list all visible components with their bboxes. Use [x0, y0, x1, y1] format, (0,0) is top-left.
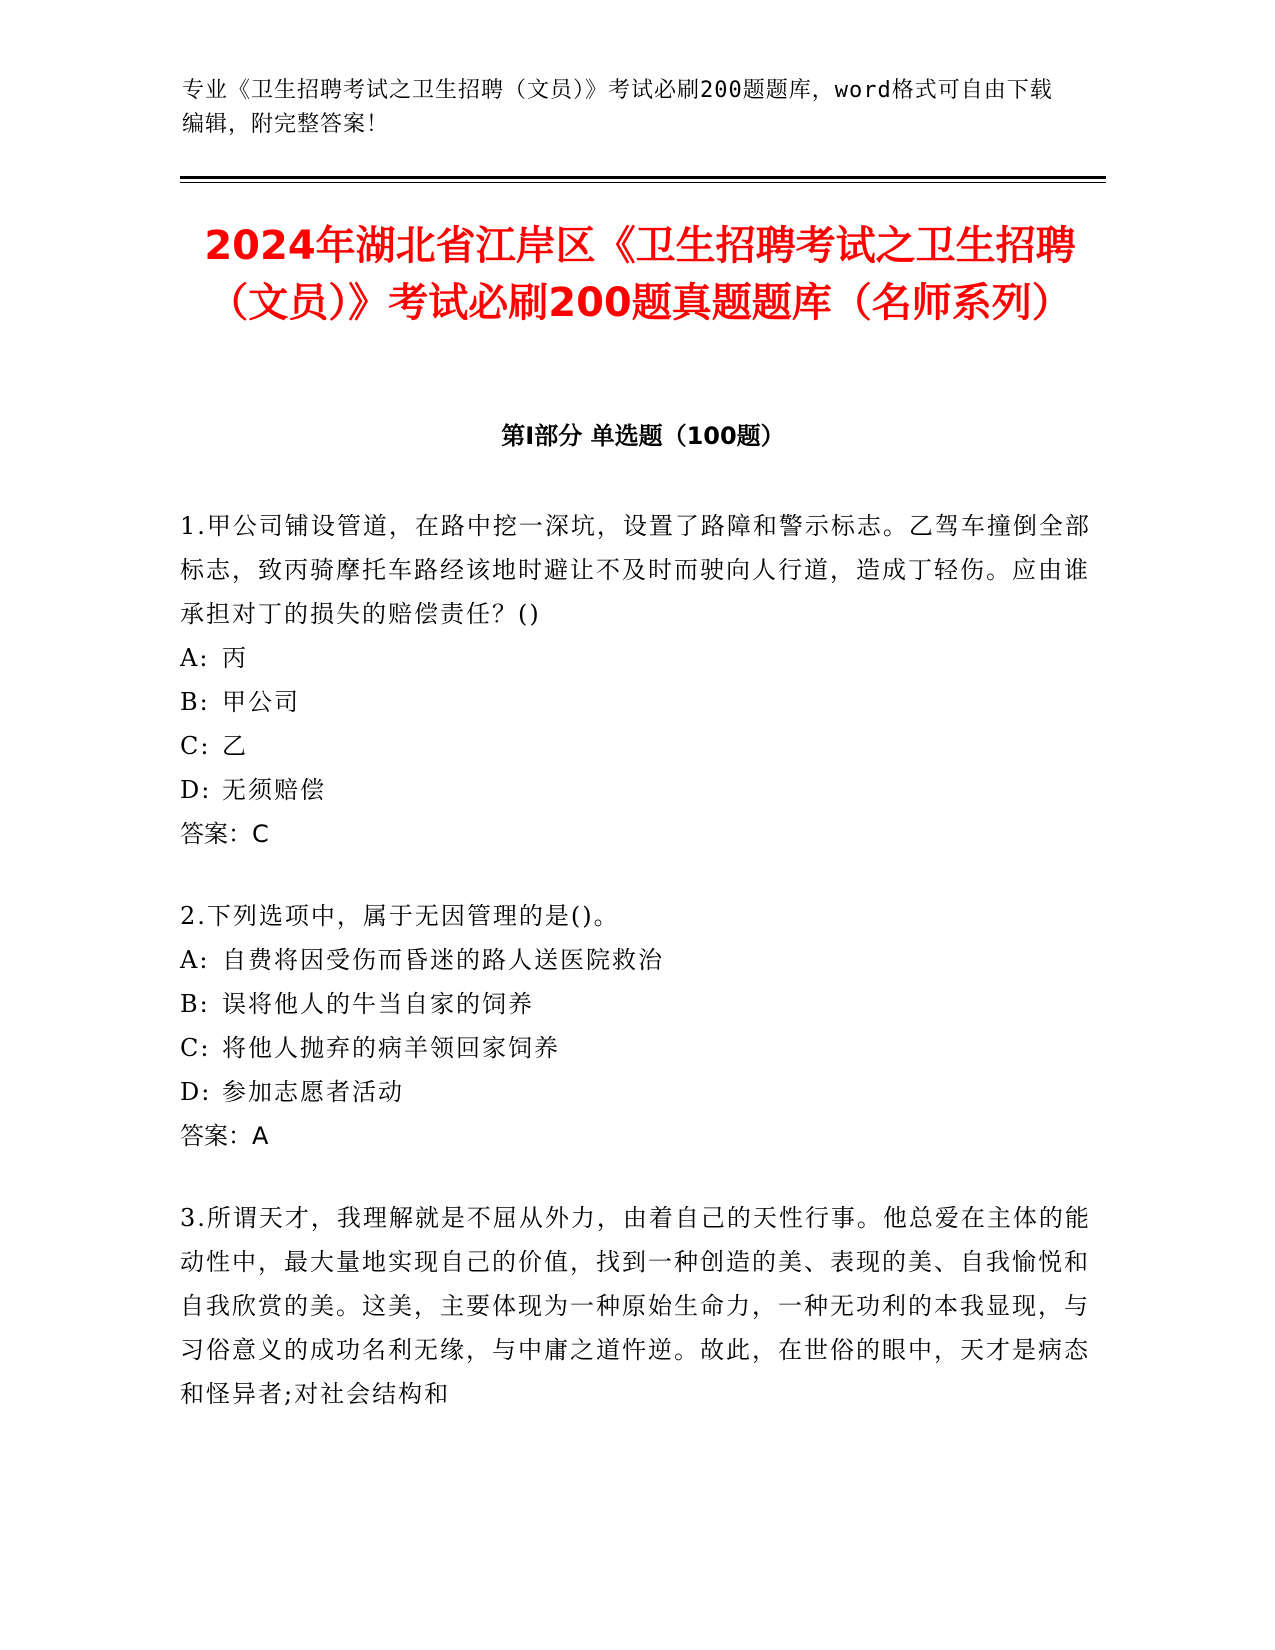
option-key: D:: [180, 1078, 212, 1106]
question-text: 1.甲公司铺设管道，在路中挖一深坑，设置了路障和警示标志。乙驾车撞倒全部标志，致丙骑摩托车路经该地时避让不及时而驶向人行道，造成丁轻伤。应由谁承担对丁的损失的赔偿责任？(): [180, 512, 1091, 628]
option-key: B:: [180, 688, 210, 716]
option-text: 参加志愿者活动: [222, 1078, 404, 1106]
answer-line: 答案：C: [180, 820, 269, 848]
question-text: 2.下列选项中，属于无因管理的是()。: [180, 902, 620, 930]
option-text: 自费将因受伤而昏迷的路人送医院救治: [222, 946, 664, 974]
question-text: 3.所谓天才，我理解就是不屈从外力，由着自己的天性行事。他总爱在主体的能动性中，最大量地实现自己的价值，找到一种创造的美、表现的美、自我愉悦和自我欣赏的美。这美，主要体现为一种原始生命力，一种无功利的本我显现，与习俗意义的成功名利无缘，与中庸之道忤逆。故此，在世俗的眼中，天才是病态和怪异者;对社会结构和: [180, 1204, 1091, 1408]
option-text: 无须赔偿: [222, 776, 326, 804]
header-divider: [180, 176, 1106, 179]
option-text: 将他人抛弃的病羊领回家饲养: [222, 1034, 560, 1062]
document-title: 2024年湖北省江岸区《卫生招聘考试之卫生招聘（文员）》考试必刷200题真题题库（名师系列）: [204, 223, 1076, 326]
option-a: [180, 938, 1110, 982]
option-text: 误将他人的牛当自家的饲养: [222, 990, 534, 1018]
option-key: D:: [180, 776, 212, 804]
question-2: [180, 894, 1110, 1158]
option-text: 丙: [222, 644, 248, 672]
option-text: 乙: [222, 732, 248, 760]
option-text: 甲公司: [222, 688, 300, 716]
option-a: [180, 636, 1110, 680]
answer-line: 答案：A: [180, 1122, 269, 1150]
option-c: [180, 1026, 1110, 1070]
question-list: [180, 504, 1110, 1454]
option-key: A:: [180, 644, 210, 672]
option-b: [180, 982, 1110, 1026]
question-1: [180, 504, 1110, 856]
option-key: A:: [180, 946, 210, 974]
option-c: [180, 724, 1110, 768]
header-divider-thin: [180, 182, 1106, 183]
option-b: [180, 680, 1110, 724]
option-key: C:: [180, 732, 211, 760]
question-3: [180, 1196, 1110, 1416]
section-heading: 第Ⅰ部分 单选题（100题）: [501, 422, 785, 450]
option-d: [180, 768, 1110, 812]
header-note: 专业《卫生招聘考试之卫生招聘（文员）》考试必刷200题题库，word格式可自由下载编辑，附完整答案！: [182, 78, 1053, 137]
option-d: [180, 1070, 1110, 1114]
option-key: C:: [180, 1034, 211, 1062]
option-key: B:: [180, 990, 210, 1018]
